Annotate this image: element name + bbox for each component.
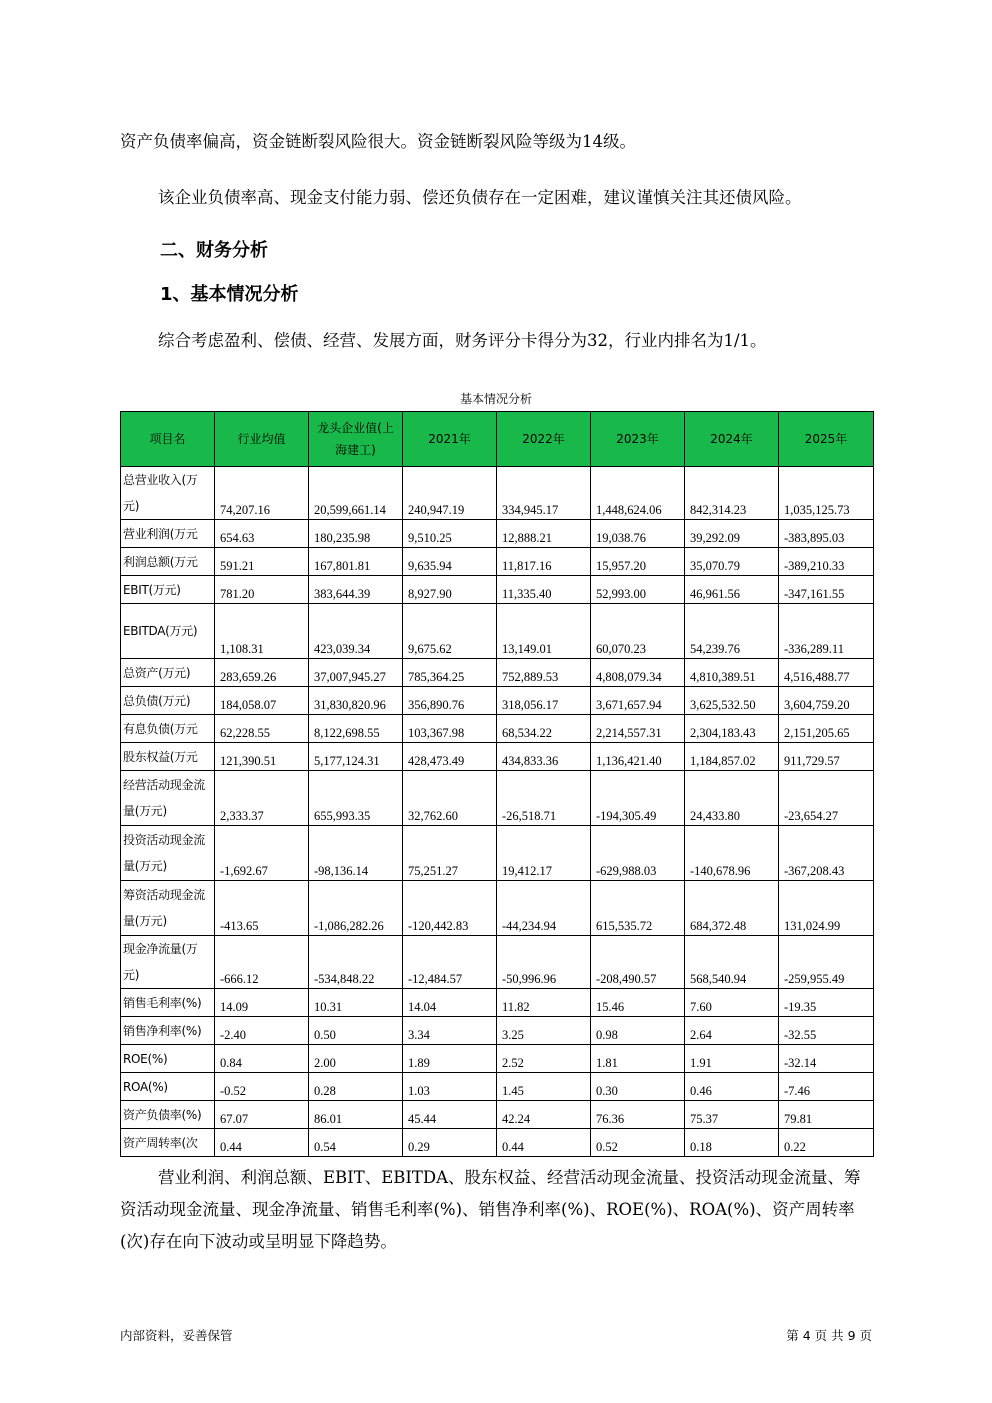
value-cell: 423,039.34	[309, 604, 403, 659]
value-cell: 283,659.26	[215, 659, 309, 687]
value-cell: 10.31	[309, 989, 403, 1017]
value-cell: 591.21	[215, 548, 309, 576]
value-cell: -336,289.11	[779, 604, 874, 659]
value-cell: 318,056.17	[497, 687, 591, 715]
value-cell: -1,086,282.26	[309, 881, 403, 936]
value-cell: 0.44	[215, 1129, 309, 1157]
footer-confidential: 内部资料，妥善保管	[120, 1328, 233, 1343]
value-cell: 167,801.81	[309, 548, 403, 576]
table-row	[121, 687, 874, 715]
value-cell: 45.44	[403, 1101, 497, 1129]
value-cell: 383,644.39	[309, 576, 403, 604]
value-cell: 24,433.80	[685, 771, 779, 826]
value-cell: -383,895.03	[779, 520, 874, 548]
value-cell: -534,848.22	[309, 936, 403, 989]
table-header-row	[121, 412, 874, 467]
value-cell: 76.36	[591, 1101, 685, 1129]
row-label: 资产周转率(次	[121, 1129, 215, 1157]
value-cell: 1,035,125.73	[779, 467, 874, 520]
value-cell: 1.81	[591, 1045, 685, 1073]
value-cell: 54,239.76	[685, 604, 779, 659]
table-row	[121, 771, 874, 826]
value-cell: 9,510.25	[403, 520, 497, 548]
value-cell: 1.03	[403, 1073, 497, 1101]
value-cell: 9,675.62	[403, 604, 497, 659]
value-cell: 52,993.00	[591, 576, 685, 604]
value-cell: 19,038.76	[591, 520, 685, 548]
advice-paragraph: 该企业负债率高、现金支付能力弱、偿还负债存在一定困难，建议谨慎关注其还债风险。	[158, 188, 802, 207]
value-cell: -140,678.96	[685, 826, 779, 881]
value-cell: 11,335.40	[497, 576, 591, 604]
value-cell: 86.01	[309, 1101, 403, 1129]
value-cell: 4,810,389.51	[685, 659, 779, 687]
row-label: 资产负债率(%)	[121, 1101, 215, 1129]
row-label: 有息负债(万元	[121, 715, 215, 743]
value-cell: 911,729.57	[779, 743, 874, 771]
value-cell: 8,927.90	[403, 576, 497, 604]
row-label: 营业利润(万元	[121, 520, 215, 548]
value-cell: 121,390.51	[215, 743, 309, 771]
table-caption: 基本情况分析	[459, 392, 532, 406]
value-cell: 11.82	[497, 989, 591, 1017]
table-row	[121, 1045, 874, 1073]
value-cell: 1,136,421.40	[591, 743, 685, 771]
value-cell: 67.07	[215, 1101, 309, 1129]
value-cell: 15,957.20	[591, 548, 685, 576]
value-cell: 615,535.72	[591, 881, 685, 936]
value-cell: 0.46	[685, 1073, 779, 1101]
value-cell: 434,833.36	[497, 743, 591, 771]
table-row	[121, 1017, 874, 1045]
table-row	[121, 659, 874, 687]
value-cell: 752,889.53	[497, 659, 591, 687]
header-cell: 2025年	[779, 412, 874, 467]
value-cell: 62,228.55	[215, 715, 309, 743]
value-cell: -23,654.27	[779, 771, 874, 826]
value-cell: -98,136.14	[309, 826, 403, 881]
table-row	[121, 576, 874, 604]
table-body	[121, 467, 874, 1157]
value-cell: -629,988.03	[591, 826, 685, 881]
value-cell: 568,540.94	[685, 936, 779, 989]
value-cell: 60,070.23	[591, 604, 685, 659]
value-cell: -19.35	[779, 989, 874, 1017]
value-cell: -389,210.33	[779, 548, 874, 576]
value-cell: 655,993.35	[309, 771, 403, 826]
header-cell: 2024年	[685, 412, 779, 467]
value-cell: -32.14	[779, 1045, 874, 1073]
value-cell: -413.65	[215, 881, 309, 936]
value-cell: 9,635.94	[403, 548, 497, 576]
table-row	[121, 548, 874, 576]
row-label: 总负债(万元)	[121, 687, 215, 715]
header-cell: 行业均值	[215, 412, 309, 467]
value-cell: 0.29	[403, 1129, 497, 1157]
value-cell: 0.30	[591, 1073, 685, 1101]
value-cell: 13,149.01	[497, 604, 591, 659]
header-cell: 龙头企业值(上海建工)	[309, 412, 403, 467]
value-cell: 0.54	[309, 1129, 403, 1157]
value-cell: 4,808,079.34	[591, 659, 685, 687]
table-row	[121, 715, 874, 743]
value-cell: 0.28	[309, 1073, 403, 1101]
row-label: 销售毛利率(%)	[121, 989, 215, 1017]
value-cell: 4,516,488.77	[779, 659, 874, 687]
subsection-title: 1、基本情况分析	[160, 284, 299, 305]
value-cell: 2,333.37	[215, 771, 309, 826]
value-cell: 2.64	[685, 1017, 779, 1045]
value-cell: 131,024.99	[779, 881, 874, 936]
value-cell: -194,305.49	[591, 771, 685, 826]
value-cell: 32,762.60	[403, 771, 497, 826]
row-label: 股东权益(万元	[121, 743, 215, 771]
table-row	[121, 1073, 874, 1101]
table-row	[121, 520, 874, 548]
value-cell: 1,448,624.06	[591, 467, 685, 520]
value-cell: 14.09	[215, 989, 309, 1017]
value-cell: 75.37	[685, 1101, 779, 1129]
value-cell: -666.12	[215, 936, 309, 989]
table-row	[121, 881, 874, 936]
row-label: 投资活动现金流量(万元)	[121, 826, 215, 881]
value-cell: -1,692.67	[215, 826, 309, 881]
value-cell: 19,412.17	[497, 826, 591, 881]
value-cell: 2,151,205.65	[779, 715, 874, 743]
value-cell: 46,961.56	[685, 576, 779, 604]
value-cell: 11,817.16	[497, 548, 591, 576]
section-title: 二、财务分析	[160, 240, 268, 261]
value-cell: 2.00	[309, 1045, 403, 1073]
value-cell: 3,604,759.20	[779, 687, 874, 715]
value-cell: 12,888.21	[497, 520, 591, 548]
value-cell: 180,235.98	[309, 520, 403, 548]
value-cell: -367,208.43	[779, 826, 874, 881]
table-row	[121, 604, 874, 659]
score-paragraph: 综合考虑盈利、偿债、经营、发展方面，财务评分卡得分为32，行业内排名为1/1。	[158, 331, 767, 350]
value-cell: -347,161.55	[779, 576, 874, 604]
table-row	[121, 467, 874, 520]
value-cell: 20,599,661.14	[309, 467, 403, 520]
value-cell: -2.40	[215, 1017, 309, 1045]
value-cell: -50,996.96	[497, 936, 591, 989]
value-cell: 0.44	[497, 1129, 591, 1157]
value-cell: -7.46	[779, 1073, 874, 1101]
value-cell: 842,314.23	[685, 467, 779, 520]
row-label: EBIT(万元)	[121, 576, 215, 604]
header-cell: 项目名	[121, 412, 215, 467]
value-cell: 31,830,820.96	[309, 687, 403, 715]
value-cell: 2,304,183.43	[685, 715, 779, 743]
value-cell: 356,890.76	[403, 687, 497, 715]
row-label: 销售净利率(%)	[121, 1017, 215, 1045]
value-cell: 37,007,945.27	[309, 659, 403, 687]
value-cell: 781.20	[215, 576, 309, 604]
value-cell: 0.50	[309, 1017, 403, 1045]
row-label: 利润总额(万元	[121, 548, 215, 576]
table-row	[121, 826, 874, 881]
value-cell: -12,484.57	[403, 936, 497, 989]
value-cell: 39,292.09	[685, 520, 779, 548]
value-cell: 2,214,557.31	[591, 715, 685, 743]
value-cell: 0.84	[215, 1045, 309, 1073]
value-cell: 240,947.19	[403, 467, 497, 520]
footer-page-number: 第 4 页 共 9 页	[786, 1328, 872, 1343]
value-cell: 3,625,532.50	[685, 687, 779, 715]
value-cell: 0.98	[591, 1017, 685, 1045]
value-cell: 75,251.27	[403, 826, 497, 881]
table-row	[121, 989, 874, 1017]
trend-text: 营业利润、利润总额、EBIT、EBITDA、股东权益、经营活动现金流量、投资活动现金流量、筹资活动现金流量、现金净流量、销售毛利率(%)、销售净利率(%)、ROE(%)、ROA(%)、资产周转率(次)存在向下波动或呈明显下降趋势。	[120, 1168, 861, 1251]
value-cell: -259,955.49	[779, 936, 874, 989]
value-cell: 785,364.25	[403, 659, 497, 687]
value-cell: 0.22	[779, 1129, 874, 1157]
table-row	[121, 1101, 874, 1129]
header-cell: 2023年	[591, 412, 685, 467]
value-cell: 68,534.22	[497, 715, 591, 743]
row-label: 总营业收入(万元)	[121, 467, 215, 520]
value-cell: -32.55	[779, 1017, 874, 1045]
value-cell: 8,122,698.55	[309, 715, 403, 743]
value-cell: -208,490.57	[591, 936, 685, 989]
value-cell: 15.46	[591, 989, 685, 1017]
value-cell: 5,177,124.31	[309, 743, 403, 771]
value-cell: 3.25	[497, 1017, 591, 1045]
value-cell: -26,518.71	[497, 771, 591, 826]
value-cell: 103,367.98	[403, 715, 497, 743]
value-cell: -0.52	[215, 1073, 309, 1101]
value-cell: 35,070.79	[685, 548, 779, 576]
value-cell: 74,207.16	[215, 467, 309, 520]
row-label: ROE(%)	[121, 1045, 215, 1073]
value-cell: 42.24	[497, 1101, 591, 1129]
value-cell: 1,184,857.02	[685, 743, 779, 771]
row-label: 经营活动现金流量(万元)	[121, 771, 215, 826]
value-cell: 1,108.31	[215, 604, 309, 659]
header-cell: 2021年	[403, 412, 497, 467]
table-row	[121, 936, 874, 989]
row-label: EBITDA(万元)	[121, 604, 215, 659]
table-row	[121, 743, 874, 771]
row-label: 筹资活动现金流量(万元)	[121, 881, 215, 936]
trend-paragraph	[120, 1162, 872, 1258]
value-cell: 14.04	[403, 989, 497, 1017]
financial-table	[120, 411, 874, 1157]
value-cell: 184,058.07	[215, 687, 309, 715]
value-cell: 334,945.17	[497, 467, 591, 520]
value-cell: 7.60	[685, 989, 779, 1017]
header-cell: 2022年	[497, 412, 591, 467]
row-label: 现金净流量(万元)	[121, 936, 215, 989]
row-label: 总资产(万元)	[121, 659, 215, 687]
value-cell: -44,234.94	[497, 881, 591, 936]
value-cell: 3,671,657.94	[591, 687, 685, 715]
value-cell: -120,442.83	[403, 881, 497, 936]
row-label: ROA(%)	[121, 1073, 215, 1101]
value-cell: 2.52	[497, 1045, 591, 1073]
value-cell: 654.63	[215, 520, 309, 548]
value-cell: 3.34	[403, 1017, 497, 1045]
value-cell: 1.45	[497, 1073, 591, 1101]
table-row	[121, 1129, 874, 1157]
value-cell: 0.18	[685, 1129, 779, 1157]
value-cell: 428,473.49	[403, 743, 497, 771]
risk-paragraph: 资产负债率偏高，资金链断裂风险很大。资金链断裂风险等级为14级。	[120, 132, 636, 151]
value-cell: 684,372.48	[685, 881, 779, 936]
value-cell: 79.81	[779, 1101, 874, 1129]
value-cell: 1.89	[403, 1045, 497, 1073]
value-cell: 1.91	[685, 1045, 779, 1073]
value-cell: 0.52	[591, 1129, 685, 1157]
